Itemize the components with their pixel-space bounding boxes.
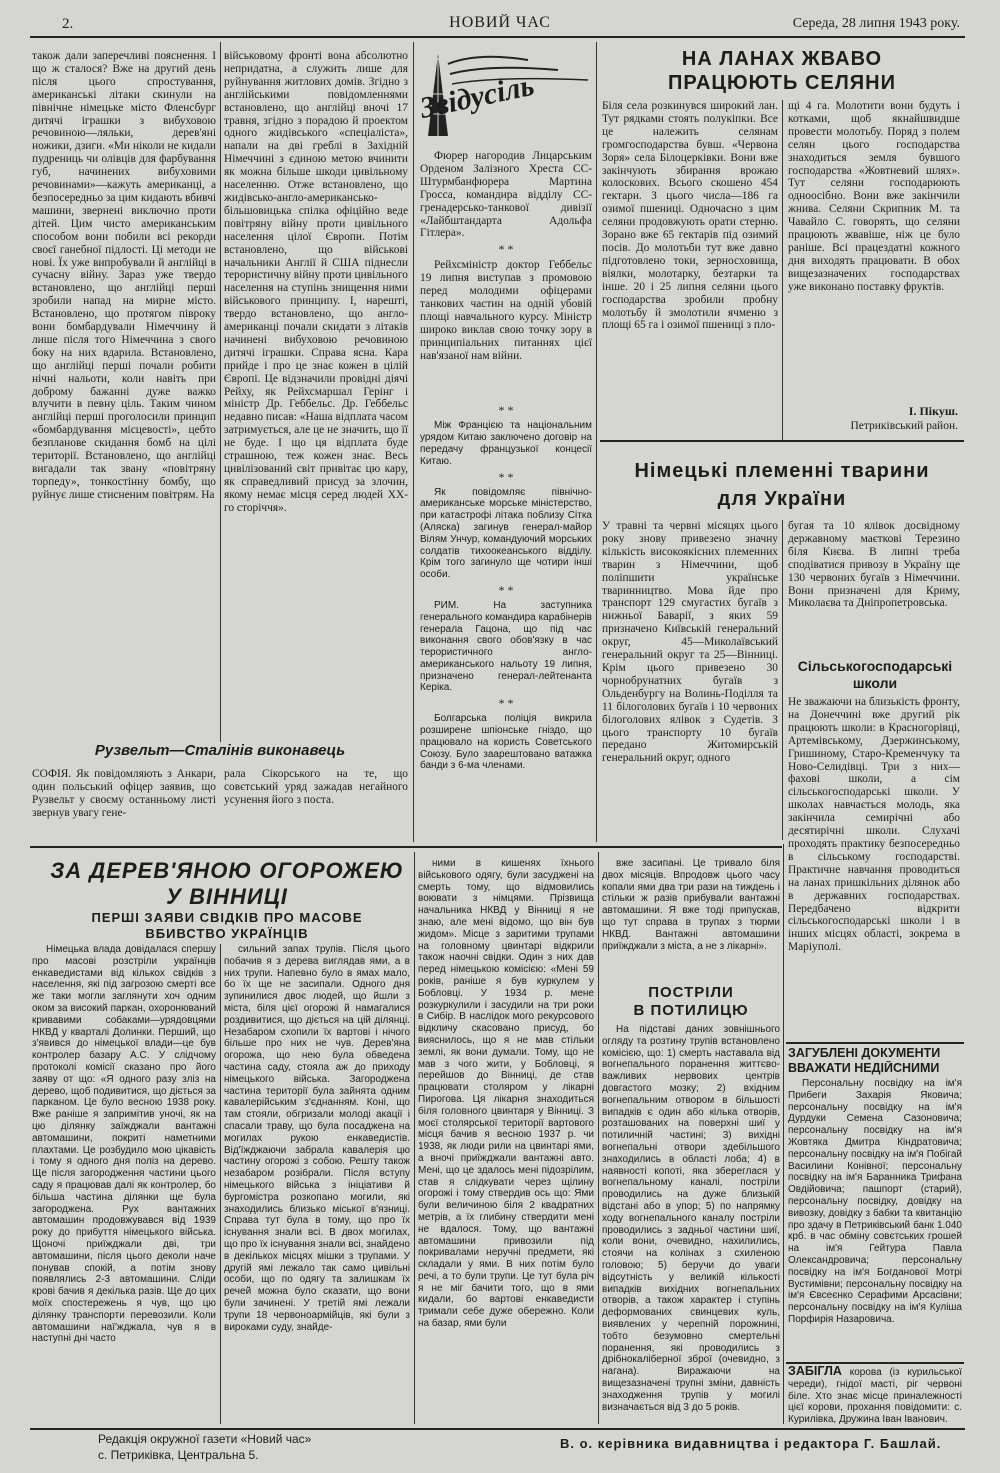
news-item-6: Болгарська поліція викрила розширене шпіонське гніздо, що працювало на користь Советського Союзу. Було заарештовано ватажка банди з 6-ма членами.	[420, 713, 592, 772]
fields-right: щі 4 га. Молотити вони будуть і котками, щоб якнайшвидше провести молотьбу. Поряд з полем селян цього господарства знаходиться земля бувшого господарства «Жовтневий шлях». Тут селяни господарюють одноосібно. Вони вже закінчили жнива. Селяни Скрипник М. та Чавайло С. говорять, що селяни працюють жвавіше, ніж це було раніше. Всі працездатні кожного дня виходять працювати. В обох вищезазначених господарствах уже виконано поставку фруктів.	[788, 100, 960, 293]
shootings-headline-2: В ПОТИЛИЦЮ	[633, 1002, 749, 1019]
breeding-headline-2: для України	[717, 488, 847, 510]
fence-subheadline-1: ПЕРШІ ЗАЯВИ СВІДКІВ ПРО МАСОВЕ	[91, 910, 363, 925]
fence-col2: сильний запах трупів. Після цього побачив я з дерева виглядав ями, а в них трупи. Напевно було в ямах мало, бо їх ще не засипали. Одного дня зупинилися двоє людей, що йшли з міста, біля цієї огорожі й намагалися роздивитися, що діється на цій ділянці. Незабаром схопили їх вартові і нічого більше про них не чув. Дерев'яна огорожа, що нею була обведена частина саду, стояла аж до приходу німецького війська. Загороджена частина території була зайнята одним кавалерійським з'єднанням. Коні, що там стояли, обгризали молоді акації і спасали траву, що була посаджена на могилах рукою енкаведистів. Від'їжджаючи забрала кавалерія цю частину огорожі з собою. Решту також незабаром розібрали. Після вступу німецького війська з ініціативи й бургомістра розкопано могили, які знаходились близько міської в'язниці. Справа тут була в тому, що про їх існування знали всі. В двох могилах, що про їх існування знали всі, знайдено в декількох місцях мішки з трупами. У другій ямі лежало так само цивільні особи, що по одягу та залишкам їх речей можна було сказати, що вони були зачинені. У третій ямі лежали трупи 18 червоноармійців, які були з вироками суду, знайде-	[224, 944, 410, 1333]
header-rule	[30, 36, 965, 38]
news-column	[420, 150, 592, 840]
lost-headline-1: ЗАГУБЛЕНІ ДОКУМЕНТИ	[788, 1046, 941, 1060]
article-col2: військовому фронті вона абсолютно непридатна, а служить лише для руйнування житлових домів. Згідно з англійськими повідомленнями встановлено, що англійці вночі 17 травня, згідно з порадою й проектом одного жидівського «спеціаліста», напали на дві греблі в Західній Німеччині з єдиною метою вчинити як можна більше шкоди цивільному населенню. Отже встановлено, що жидівсько-англо-американсько-більшовицька спілка офіційно веде повітряну війну проти цивільного населення цілої Європи. Потім встановлено, що військові начальники Англії й США піднесли терористичну війну проти цивільного населення на ступінь знищення ними військового принципу. І, нарешті, твердо встановлено, що англо-американці почали скидати з літаків начинені вибуховою речовиною дитячі іграшки. Справа ясна. Кара прийде і про це знає кожен в цілій Європі. Це відзначили провідні діячі Рейху, як Рейхсмаршал Герінг і міністр Др. Геббельс. Др. Геббельс недавно писав: «Наша відплата часом затримується, але це не значить, що її не буде. І що ця відплата буде страшною, теж кожен знає. Весь цивілізований світ привітає цю кару, як справедливий присуд за злочин, якому немає місця серед людей XX-го сторіччя».	[224, 50, 408, 514]
lost-cow	[788, 1366, 962, 1424]
news-item-5: РИМ. На заступника генерального командира карабінерів генерала Гацона, що під час виконання свого обов'язку в час терористичного англо-американського нальоту 19 липня, призначено генерал-лейтенанта Керіка.	[420, 599, 592, 694]
paper-title: НОВИЙ ЧАС	[449, 14, 551, 31]
date-line: Середа, 28 липня 1943 року.	[792, 16, 960, 31]
column-divider	[413, 42, 414, 842]
column-divider	[414, 852, 415, 1424]
schools-headline: Сільськогосподарські школи	[797, 658, 953, 691]
fields-district: Петриківський район.	[850, 420, 958, 432]
column-divider	[596, 42, 597, 842]
section-rule	[786, 1362, 964, 1364]
news-item-1: Фюрер нагородив Лицарським Орденом Залізного Хреста СС-Штурмбанфюрера Мартина Гросса, командира відділу СС-гренадерсько-танкової дивізії «Лайбштандарта Адольфа Гітлера».	[420, 150, 592, 240]
footer-editorial-2: с. Петриківка, Центральна 5.	[98, 1448, 259, 1462]
schools-text: Не зважаючи на близькість фронту, на Донеччині вже другий рік працюють школи: в Красногорівці, Артемівському, Дзержинському, Гришиному, Старо-Кременчуку та Ново-Селидівці. Три з них—фахові школи, а сім сільськогосподарські школи. У школах навчається молодь, яка закінчила семирічні або десятирічні школи. Слухачі проходять практику безпосередньо в сільському господарстві. Практичне навчання проводиться на ланах пришкільних ділянок або в державних господарствах. Передбачено відкрити сільськогосподарські школи і в інших місцях області, зокрема в Маріуполі.	[788, 696, 960, 954]
shootings-headline-1: ПОСТРІЛИ	[648, 984, 734, 1001]
news-logo-text: Звідусіль	[416, 68, 537, 126]
news-item-4: Як повідомляє північно-американське морське міністерство, при катастрофі літака поблизу Сітка (Аляска) загинув генерал-майор Вілям Унчур, командуючий морських солдатів тихоокеанського відділу. Крім того загинуло ще чотири інші особи.	[420, 486, 592, 581]
fence-subheadline-2: ВБИВСТВО УКРАЇНЦІВ	[145, 926, 309, 941]
roosevelt-left: СОФІЯ. Як повідомляють з Анкари, один польський офіцер заявив, що Рузвельт у своєму останньому листі звернув увагу гене-	[32, 768, 216, 819]
fields-headline-1: НА ЛАНАХ ЖВАВО	[681, 48, 883, 70]
column-divider	[782, 520, 783, 840]
fence-headline-2: У ВІННИЦІ	[166, 884, 288, 909]
separator-stars: * *	[498, 696, 514, 711]
lost-text: Персональну посвідку на ім'я Прибеги Захарія Яковича; персональну посвідку на ім'я Дурдуки Семена Сазоновича; персональну посвідку на ім'я Жовтяка Дмитра Кіндратовича; персональну посвідку на ім'я Побігай Василини Конівної; персональну посвідку на ім'я Баранника Трифана Овдійовича; пашпорт (старий), персональну посвідку, довідку на вивозку, довідку з бабки та квитанцію про здачу в Петриківський банк 1.040 крб. в час обміну совєтських грошей на ім'я Гейтура Павла Олександровича; персональну посвідку на ім'я Богданової Мотрі Вустимівни; персональну посвідку на ім'я Євсеєнко Серафими Арсасівни; персональну посвідку на ім'я Куліша Порфирія Назаровича.	[788, 1078, 962, 1325]
separator-stars: * *	[498, 242, 514, 257]
footer-rule	[30, 1428, 965, 1430]
column-divider	[782, 100, 783, 440]
lost-cow-title: ЗАБІГЛА	[788, 1366, 842, 1378]
article-col1: також дали заперечливі пояснення. І що ж сталося? Вже на другий день після цього спростування, американські літаки скинули на північне німецьке місто Фленсбург дитячі іграшки з вибуховою речовиною—ляльки, дерев'яні ножики, дзиги. «Ми ніколи не кидали пудрениць чи олівців для фарбування губ, начинених вибуховими речовинами»—кажуть американці, а безпосередньо за цим кидають вбивчі машини, звернені виключно проти дітей. Цим чисто американським способом вони побили всі рекорди своєї ганебної підлості. Ці методи не нові. Їх уже випробували й англійці в сучасну війну. Зараз уже твердо встановлено, що англійці перші зробили напад на мирне місто. Встановлено, що протягом півроку вони бомбардували Німеччину й лише після того Німеччина з свого боку на них вдарила. Встановлено, що англійці перші почали робити нічні нальоти, коли навіть при доброму бажанні дуже важко влучити в певну ціль. Таким чином англійці перші проголосили принцип «бомбардування місцевості», цебто безпланове скидання бомб на цілі території. Встановлено, що англійці вигадали так звану «повітряну торпеду», тонкостінну бомбу, що руйнує лише стисненим повітрям. На	[32, 50, 216, 501]
fields-signature: І. Пікуш.	[908, 404, 958, 418]
roosevelt-right: рала Сікорського на те, що совєтський уряд зажадав негайного усунення його з поста.	[224, 768, 408, 806]
fence-col3: ними в кишенях їхнього військового одягу, були засуджені на смерть тому, що відмовились воювати з німцями. Прізвища начальника НКВД у Вінниці я не знаю, але мені відомо, що він був жидом». Місце з заритими трупами на головному цвинтарі відкрили також наочні свідки. Один з них дав перед німецькою комісією: «Мені 59 років, раніше я був куркулем у Бобловці. У 1934 р. мене розкуркулили і засудили на три роки в Сибір. В наслідок мого рекурсового відкличу скасовано присуд, бо вияснилось, що я не мав стільки землі, як вони думали. Тому, що не мав з чого жити, у Бобловці, я перейшов до Вінниці, де став працювати столяром у лікарні Пирогова. Ця лікарня знаходиться біля головного цвинтаря у Вінниці. З моєї столярської території вартового місця бачив я весною 1937 р. чи 1938, як люди рили на цвинтарі ями, а вночі приїжджали вантажні авто. Мені, що це здалось мені підозрілим, став я слідкувати через щілину огорожі і тому ствердив ось що: Ями були величиною біля 2 квадратних метрів, а їх глибину ствердити мені не вдалося. Тому, що вантажні автомашини привозили під покривалами неручні предмети, які складали у ями. В них потім було речі, а то були трупи. Це тут була річ я не міг бачити того, що в ями кидали, бо вартові енкаведисти тримали себе дуже обережно. Коли на базар, ями були	[418, 858, 594, 1330]
separator-stars: * *	[498, 582, 514, 597]
column-divider	[598, 852, 599, 1424]
breeding-headline-1: Німецькі племенні тварини	[634, 460, 930, 482]
section-rule	[600, 440, 964, 442]
page-number: 2.	[62, 16, 74, 32]
news-item-2: Рейхсміністр доктор Геббельс 19 липня виступав з промовою перед молодими офіцерами танкових частин на одній убовій площі навчального курсу. Міністр широко виклав свою точку зору в принципіальних питаннях цієї нав'язаної нам війни.	[420, 259, 592, 362]
column-divider	[220, 944, 221, 1424]
section-rule	[786, 1042, 964, 1044]
roosevelt-headline: Рузвельт—Сталінів виконавець	[94, 742, 346, 759]
column-divider	[783, 844, 784, 1424]
lost-headline-2: ВВАЖАТИ НЕДІЙСНИМИ	[788, 1061, 940, 1075]
fence-col1: Німецька влада довідалася спершу про масові розстріли українців енкаведистами від кількох свідків з населення, які під загрозою смерті все же таки могли заглянути хоч одним оком за високий паркан, охоронюваний кривавими собаками—урядовцями НКВД у кварталі Долинки. Перший, що з'явився до німецької влади—це був контролер базару А.С. У слідчому протоколі комісії сказано про його заяву от що: «Я одного разу зліз на дерево, щоб подивитися, що діється за парканом. Це було весною 1938 року. Вже раніше я запримітив уночі, як на цю ділянку заїжджали вантажні автомашини, покриті наметними плахтами. Це розбудило мою цікавість і тому я одного дня поліз на дерево. Ще після загородження частини цього саду я працював далі як контролер, бо більша частина ділянки ще була загороджена. Рух вантажних автомашин продовжувався від 1939 року до прибуття німецького війська. Щоночі приїжджали дві, три автомашини, після цього деколи наче понував спокій, а потім знову появлялись 2-3 автомашини. Сліди крові бачив я декілька разів. Ще до цих моїх спостережень я чув, що цю ділянку транспорти перевозили. Коли автомашини наї'жджала, чув я в наступні дні часто	[32, 944, 216, 1345]
separator-stars: * *	[498, 469, 514, 484]
lost-cow-text: корова (із курильської череди), гнідої масті, ріг червоні біле. Хто знає місце приналежності цієї корови, прохання повідомити: с. Курилівка, Дружина Іван Іванович.	[788, 1367, 962, 1424]
fields-headline-2: ПРАЦЮЮТЬ СЕЛЯНИ	[668, 72, 896, 94]
column-divider	[220, 42, 221, 742]
fence-col4: вже засипані. Це тривало біля двох місяців. Впродовж цього часу копали ями два три рази на тиждень і стільки ж разів прибували вантажні автомашини. Я вже тоді припускав, що тут справа в трупах з тюрми НКВД. Вантажні автомашини приїжджали з міста, а не з лікарні».	[602, 858, 780, 952]
fence-headline-1: ЗА ДЕРЕВ'ЯНОЮ ОГОРОЖЕЮ	[50, 858, 404, 883]
fields-left: Біля села розкинувся широкий лан. Тут рядками стоять полукіпки. Все це належить селянам громгосподарства бувш. «Червона Зоря» села Білоцерківки. Вони вже закінчують збирання врожаю колоскових. Всього скошено 454 гектари. З цього числа—186 га озимої пшениці. Одночасно з цим селяни продовжують орати стерню. Зорано вже 65 гектарів під озимий посів. До молотьби тут вже давно підготовлено токи, зерносховища, віялки, молотарку, безтарки та інше. 20 і 25 липня селяни цього господарства зробили пробну молотьбу й змолотили ячменю з площі 65 га і озимої пшениці з пло-	[602, 100, 778, 332]
separator-stars: * *	[498, 403, 514, 418]
breeding-right: бугая та 10 ялівок досвідному державному маєткові Терезино біля Києва. В липні треба сподіватися привозу в Україну ще 130 червоних бугаїв з Німеччини. Вони призначені для Криму, Миколаєва та Дніпропетровська.	[788, 520, 960, 610]
footer-editor: В. о. керівника видавництва і редактора Г. Башлай.	[560, 1436, 942, 1451]
shootings-text: На підставі даних зовнішнього огляду та розтину трупів встановлено комісією, що: 1) смерть наставала від вогнепального поранення життєво-важливих нервових центрів довгастого мозку; 2) вхідним вогнепальним отвором в більшості випадків є один або кілька отворів, розташованих на поверхні шиї у потиличній частині; 3) вихідні вогнепальні отвори здебільшого знаходились в області лоба; 4) в наявності копоті, яка збереглася у вогнепальному каналі, постріли проводились на дуже близькій відстані або в упор; 5) по напрямку ходу вогнепального каналу постріли проводились з задньої частини шиї, коли вони, очевидно, нахилились, стоячи на колінах з схиленою головою; 5) беручи до уваги відсутність у великій кількості випадків вихідних вогнепальних отворів, а також характер і ступінь деформованих свинцевих куль, виявлених у черепній порожнині, тобто безумовно смертельні поранення, які проводились з дрібнокаліберної зброї (очевидно, з нагана). Виражаючи на вищезазначені трупні зміни, давність знаходження трупів у могилі визначається від 3 до 5 років.	[602, 1024, 780, 1413]
news-item-3: Між Францією та національним урядом Китаю заключено договір на передачу французької концесії Китаю.	[420, 420, 592, 467]
footer-editorial-1: Редакція окружної газети «Новий час»	[98, 1432, 312, 1446]
section-rule	[30, 846, 782, 848]
breeding-left: У травні та червні місяцях цього року знову привезено значну кількість високоякісних племенних тварин з Німеччини, щоб поліпшити українське тваринництво. Мова йде про транспорт 129 смугастих бугаїв з нижньої Баварії, з яких 59 призначено Київській генеральний округ, 45—Миколаївський генеральний округ та 25—Вінниці. Крім цього привезено 30 чорнобрунатних бугаїв з Ольденбургу на Волинь-Поділля та 11 білоголових бугаїв і 10 червоних білоголових ялівок з Судетів. З цього транспорту 10 бугаїв передано Житомирській генеральний округ, одного	[602, 520, 778, 765]
